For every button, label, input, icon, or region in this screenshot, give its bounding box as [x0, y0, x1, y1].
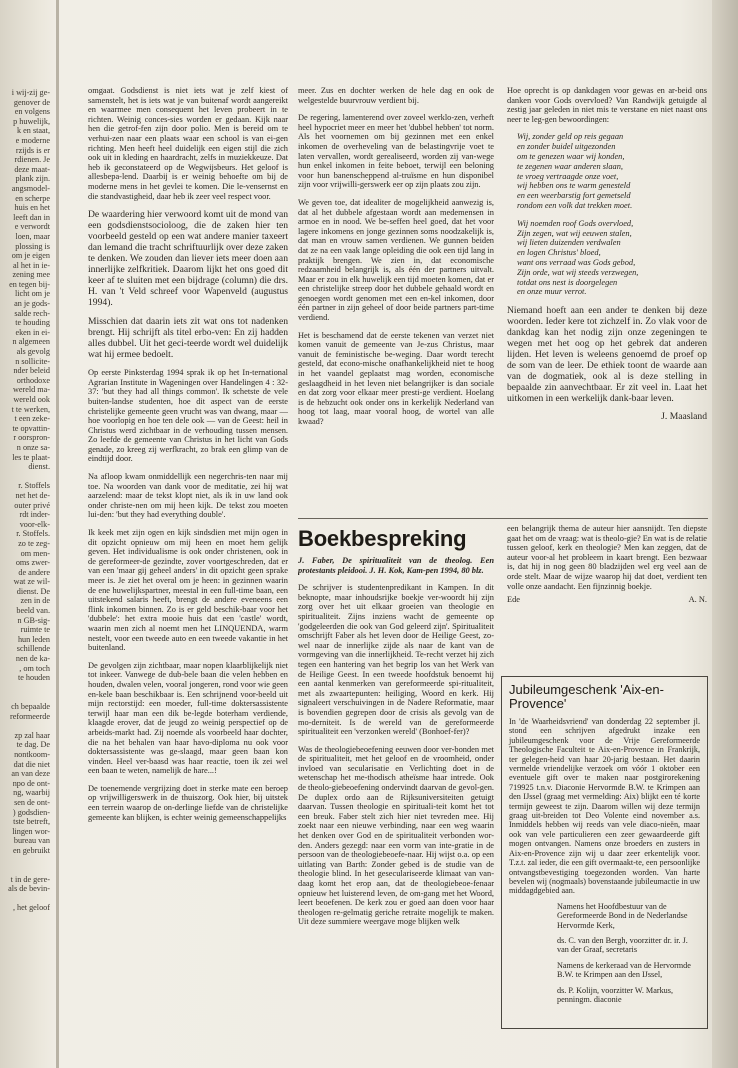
- paragraph: Het is beschamend dat de eerste tekenen van verzet niet komen vanuit de gemeente van Je-zus Christus, maar vanuit de feministische be-weging. Daar wordt terecht gesteld, dat econo-mische onafhankelijkheid niet te hoog in het vaandel geplaatst mag worden, economische geslaagdheid in het leven niet belangrijker is dan sociale en dat zorg voor elkaar meer presti-ge verdient. Hoelang is de hebzucht ook onder ons in kerkelijk Nederland van hoog tot laag, maar vooral hoog, de wortel van alle kwaad?: [298, 330, 494, 426]
- signatory-org: Namens de kerkeraad van de Hervormde B.W. te Krimpen aan den IJssel,: [557, 960, 691, 980]
- paragraph: De regering, lamenterend over zoveel werklo-zen, verheft heel hypocriet meer en meer het 'dubbel hebben' tot norm. Als het voornemen om bij gezinnen met een enkel inkomen de overheveling van de belastingvrije voet te laten vervallen, wordt gerealiseerd, worden zij van-wege hun enkel inkomen in feite beboet, terwijl een beloning voor hun banenscheppend al-truïsme en hun disponibel zijn voor vrijwilli-gerswerk eer op zijn plaats zou zijn.: [298, 113, 494, 190]
- poem-stanza: Wij noemden roof Gods overvloed, Zijn zegen, wat wij eeuwen stalen, wij lieten duizenden verdwalen en logen Christus' bloed, want ons verraad was Gods gebod, Zijn orde, wat wij steeds verzwegen, totdat ons nest is doorgelegen en onze muur verrot.: [517, 218, 639, 297]
- binding-spine: [56, 0, 59, 1068]
- paragraph: Misschien dat daarin iets zit wat ons tot nadenken brengt. Hij schrijft als titel erbo-ven: En zij hadden alles dubbel. Uit het geci-teerde wordt wel duidelijk wat hij ermee bedoelt.: [88, 316, 288, 361]
- paragraph: De schrijver is studentenpredikant in Kampen. In dit beknopte, maar inhoudsrijke boekje ver-woordt hij zijn zorg over het uit elkaar groeien van theologie en spiritualiteit. Zijns inziens wacht de gemeente op 'godgeleerden die ook van God geleerd zijn'. Spiritualiteit omschrijft Faber als het leven door de Heilige Geest, zo-wel naar de innerlijke zijde als naar de kant van de vormgeving van die innerlijkheid. Te-recht verzet hij zich tegen een hantering van het begrip los van het Werk van de Heilige Geest. In een tweede hoofdstuk benoemt hij een aantal kenmerken van gereformeerde spi-ritualiteit, met als zwaartepunten: heiliging, Woord en kerk. Hij signaleert verschuivingen in de Nadere Reformatie, maar is bovendien gegrepen door de crisis als gevolg van de mo-derniteit. Is de wereld van de gereformeerde spiritualiteit een 'verzonken wereld' (Bonhoef-fer)?: [298, 583, 494, 737]
- paragraph: De toenemende vergrijzing doet in sterke mate een beroep op vrijwilligerswerk in de thuiszorg. Ook hier, bij uitstek een terrein waarop de on-derlinge liefde van de christelijke gemeente kan blijken, is echter weinig gemeenschappelijks: [88, 783, 288, 822]
- paragraph: Ik keek met zijn ogen en kijk sindsdien met mijn ogen in dit opzicht opnieuw om mij heen en moet hem gelijk geven. Het individualisme is ook onder christenen, ook in de gereformeer-de gezindte, zover voortgeschreden, dat er van een 'maar gij geheel anders' in dit opzicht geen sprake meer is. Je ziet het overal om je heen: in gezinnen waarin de ene huwelijkspartner, meestal in een full-time baan, een uitstekend salaris heeft, brengt de andere eveneens een flink inkomen binnen. Zo is er geld beschik-baar voor het 'dubbele': het extra mooie huis dat een 'castle' wordt, waarin men zich al noemt men het LINQUENDA, warm nestelt, voor een tweede auto en een tweede vakantie in het buitenland.: [88, 528, 288, 653]
- paragraph: Niemand hoeft aan een ander te denken bij deze woorden. Ieder kere tot zichzelf in. Zo vlak voor de dankdag kan het nodig zijn onze zegeningen te wegen met het oog op het gebrek dat anderen lijden. Het leven is weleens genoemd de proef op de som van de leer. De ethiek toont de waarde aan van de dogmatiek, ook al is deze stelling in bepaalde zin aanvechtbaar. Er zit veel in. Laat het uitkomen in een werkelijk dank-baar leven.: [507, 305, 707, 405]
- column-middle-top: [298, 86, 494, 514]
- author-signature: J. Maasland: [661, 411, 707, 423]
- paragraph: De waardering hier verwoord komt uit de mond van een godsdienstsocioloog, die de zaken hier ten voorbeeld gesteld op een wat andere manier taxeert dan lemand die tracht schriftuurlijk over deze zaken te denken. We zouden dan liever iets meer doen aan innerlijke zelfkritiek. Daarom lijkt het ons goed dit keer af te sluiten met een bijdrage (column) die drs. H. van 't Veld schreef voor Wapenveld (augustus 1994).: [88, 209, 288, 309]
- paragraph: omgaat. Godsdienst is niet iets wat je zelf kiest of samenstelt, het is iets wat je van buitenaf wordt aangereikt en waarmee men consequent het leven probeert in te richten. Weinig conces-sies worden er gedaan. Kijk naar hen die getrof-fen zijn door polio. Men is bereid om te verhui-zen naar een plaats waar een school is van ei-gen richting. Men heeft heel duidelijk een eigen stijl die zich ook uit in kleding en haardracht, zelfs in muziekkeuze. Dat heb ik geconstateerd op de Wegwijsbeurs. Het geloof is allesbepa-lend. Daarbij is er weinig behoefte om bij de moderne mens in het gevlei te komen. Die le-vensernst en die standvastigheid, daar heb ik zeer veel respect voor.: [88, 86, 288, 201]
- paragraph: Na afloop kwam onmiddellijk een negerchris-ten naar mij toe. Na woorden van dank voor de meditatie, zei hij wat aarzelend: maar de tekst klopt niet, als ik in uw land ook onder christe-nen om mij heen kijk. De tekst zou moeten lui-den: 'but they had everything double'.: [88, 472, 288, 520]
- column-right-top: [507, 86, 707, 506]
- book-citation: J. Faber, De spiritualiteit van de theolog. Een protestants pleidooi. J. H. Kok, Kam-pen 1994, 80 blz.: [298, 556, 494, 575]
- page-edge-shadow: [712, 0, 738, 1068]
- paragraph: meer. Zus en dochter werken de hele dag en ook de welgestelde buurvrouw verdient bij.: [298, 86, 494, 105]
- book-review-continuation: [507, 524, 707, 668]
- paragraph: Op eerste Pinksterdag 1994 sprak ik op het In-ternational Agrarian Institute in Wageningen over Handelingen 4 : 32-37: 'but they had all things common'. Ik schetste de vele buiten-landse studenten, hoe dit aspect van de eerste christelijke gemeente geen vrucht was van dwang, maar — hoe voorlopig en hoe ten dele ook — van de Geest: heil in Christus werd zichtbaar in de verhouding tussen mensen. Zo leefde de gemeente van Christus in het licht van Gods genade, zo kreeg zij werfkracht, zo brak een glimp van de eindtijd door.: [88, 368, 288, 464]
- signatory-org: Namens het Hoofdbestuur van de Gereformeerde Bond in de Nederlandse Hervormde Kerk,: [557, 901, 688, 930]
- paragraph: We geven toe, dat idealiter de mogelijkheid aanwezig is, dat al het dubbele afgestaan wordt aan medemensen in armoe en in nood. We be-seffen heel goed, dat het voor lagere inkomens en jonge gezinnen soms noodzakelijk is, dat man en vrouw samen verdienen. We gunnen beiden dat ze na een vaak lange opleiding die ook een tijd lang in praktijk brengen. We zien in, dat economische redzaamheid belangrijk is, als één der partners uitvalt. Maar er zou in elk huwelijk een tijd moeten komen, dat er een christelijke streep door het dubbele gehaald wordt en genoegen wordt genomen met een en-kel inkomen, door één partner in zijn geheel of door beide partners part-time verdiend.: [298, 197, 494, 323]
- paragraph: Was de theologiebeoefening eeuwen door ver-bonden met de spiritualiteit, met het geloof en de vroomheid, onder invloed van secularisatie en Verlichting doet in de wetenschap het me-thodisch atheïsme haar intrede. Ook de theolo-giebeoefening ondervindt daarvan de gevol-gen. De duplex ordo aan de Rijksuniversiteiten getuigt daarvan. Tussen theologie en spirituali-teit komt het tot een breuk. Faber stelt zich hier niet tevreden mee. Hij zoekt naar een nieuwe verbinding, naar een weg waarin het denken over God en de spiritualiteit verbonden wor-den. Anders gezegd: naar een vorm van inte-gratie in de persoon van de theologiebeoefe-naar. Hij wijst o.a. op een uitlating van Barth: Zonder gebed is de studie van de theologie blind. In het geseculariseerde klimaat van van-daag komt het erop aan, dat de theologiebeoe-fenaar opnieuw het luisterend leven, de om-gang met het Woord, leert beoefenen. De kerk zou er goed aan doen voor haar theologen re-gelmatig geriche retraite mogelijk te maken. Uit deze summiere weergave moge blijken welk: [298, 744, 494, 927]
- review-place: Ede: [507, 595, 521, 605]
- paragraph: een belangrijk thema de auteur hier aansnijdt. Ten diepste gaat het om de vraag: wat is theolo-gie? En wat is de relatie tussen geloof, kerk en theologie? Men kan zeggen, dat de auteur voor-al het probleem in kaart brengt. Een bezwaar is, dat hij in nog geen 80 bladzijden wel erg veel aan de orde stelt. Maar de wijze waarop hij dat doet, verdient ten volle onze aandacht. Een fijnzinnig boekje.: [507, 524, 707, 591]
- poem-stanza: Wij, zonder geld op reis gegaan en zonder buidel uitgezonden om te genezen waar wij konden, te zegenen waar anderen slaan, te vroeg vertraagde onze voet, wij hebben ons te warm genesteld en een weerbarstig fort gemetseld rondom een volk dat trekken moet.: [517, 132, 633, 210]
- left-page-fragment: i wij-zij ge- genover de en volgens p huwelijk, k en staat, e moderne rzijds is er rdienen. Je deze maat- plank zijn. angsmodel- en scherpe huis en het leeft dan in e verwordt loen, maar plossing is om je eigen al het in ie- zening mee en tegen bij- licht om je an je gods- salde rech- te houding eken in ei- n algemeen als gevolg n sollicite- nder beleid orthodoxe wereld ma- wereld ook t te werken, t een zeke- te opvattin- r oorspron- n onze sa- les te plaat- dienst. r. Stoffels net het de- outer privé rdt inder- voor-elk- r. Stoffels. zo te zeg- om men- oms zwer- de andere wat ze wil- dienst. De zen in de beeld van. n GB-sig- ruimte te hun leden schillende nen de ka- , om toch te houden ch bepaalde reformeerde zp zal haar te dag. De nontkoom- dat die niet an van deze npo de ont- ng, waarbij sen de ont- ) godsdien- tste betreft, lingen wor- bureau van en gebruikt t in de gere- als de bevin- , het geloof: [8, 88, 50, 913]
- signatory-names: ds. C. van den Bergh, voorzitter dr. ir. J. van der Graaf, secretaris: [557, 935, 688, 955]
- section-divider: [298, 518, 708, 519]
- notice-body: In 'de Waarheidsvriend' van donderdag 22 september jl. stond een schrijven afgedrukt inzake een jubileumgeschenk voor de Vrije Gereformeerde Theologische Faculteit te Aix-en-Provence in Frankrijk, ter gelegen-heid van haar 20-jarig bestaan. Het daarin vermelde vriendelijke verzoek om vóór 1 oktober een eventuele gift over te maken naar postgirorekening 719925 t.n.v. Diaconie Hervormde B.W. te Krimpen aan den IJssel (graag met vermelding: Aix) blijkt een té korte termijn geweest te zijn. Daarom willen wij deze termijn graag uit-breiden tot Deo Volente eind november a.s. Inmiddels hebben wij reeds van vele diaco-nieën, maar ook van vele particulieren een zeer gewaardeerde gift mogen ontvangen. Namens onze broeders en zusters in Aix-en-Provence zijn wij u daar zeer erkentelijk voor. T.z.t. zal ieder, die een gift overmaakt-te, een persoonlijke ontvangstbevestiging toegezonden worden. Van harte bevelen wij (nogmaals) bovenstaande jubileumactie in uw middagdgebied aan.: [509, 717, 700, 896]
- paragraph: Hoe oprecht is op dankdagen voor gewas en ar-beid ons danken voor Gods overvloed? Van Randwijk getuigde al zestig jaar geleden in niet mis te verstane en niet naast ons neer te leg-gen bewoordingen:: [507, 86, 707, 124]
- jubilee-notice-box: [501, 676, 708, 1029]
- signatory-names: ds. P. Kolijn, voorzitter W. Markus, penningm. diaconie: [557, 985, 673, 1004]
- notice-title: Jubileumgeschenk 'Aix-en-Provence': [509, 682, 664, 711]
- column-left: [88, 86, 288, 1031]
- book-review-column: [298, 556, 494, 1034]
- notice-signatures: [557, 902, 700, 1005]
- review-initials: A. N.: [688, 595, 707, 605]
- paragraph: De gevolgen zijn zichtbaar, maar nopen klaarblijkelijk niet tot inkeer. Vanwege de dub-bele baan die velen hebben en houden, dwalen velen, vooral jongeren, rond voor wie geen en-kele baan beschikbaar is. Een schrijnend voor-beeld uit mijn rectorstijd: een moeder, full-time doktersassistente terwijl haar man een dik be-legde boterham verdiende, klaagde erover, dat de jeugd zo weinig perspectief op de arbeids-markt had. Zij noemde als voorbeeld haar dochter, die na het behalen van haar havo-diploma nu ook voor doktersassistente was ge-slaagd, maar geen baan kon vinden. Heel ver-baasd was haar reactie, toen ik zei wel een baan te weten, namelijk de hare...!: [88, 660, 288, 776]
- section-heading: Boekbespreking: [298, 526, 467, 551]
- review-signoff: [507, 595, 707, 605]
